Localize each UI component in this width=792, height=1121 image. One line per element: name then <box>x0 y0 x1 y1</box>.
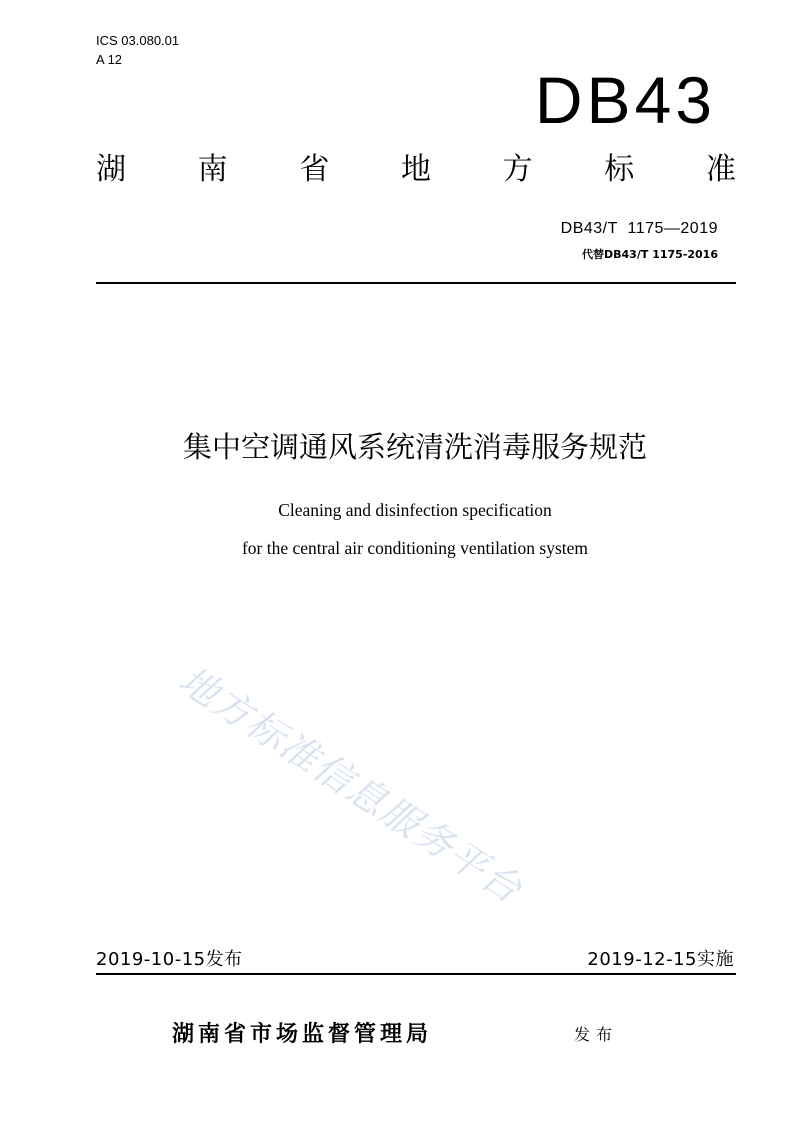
region-char: 湖 <box>96 152 126 187</box>
region-char: 省 <box>299 152 330 187</box>
region-char: 准 <box>705 152 736 187</box>
title-chinese: 集中空调通风系统清洗消毒服务规范 <box>182 430 647 464</box>
region-char: 方 <box>502 152 533 187</box>
classification-codes <box>96 32 179 70</box>
publish-date: 2019-10-15发布 <box>96 949 243 970</box>
issuing-authority: 湖南省市场监督管理局 <box>172 1022 433 1047</box>
issue-label: 发布 <box>574 1025 619 1044</box>
region-char: 南 <box>197 152 228 187</box>
region-char: 标 <box>604 152 635 187</box>
region-standard-heading <box>96 150 736 190</box>
title-english-line2: for the central air conditioning ventilation system <box>241 538 589 558</box>
header-divider <box>96 282 736 284</box>
watermark: 地方标准信息服务平台 <box>171 657 531 913</box>
standard-number: DB43/T 1175—2019 <box>560 220 718 237</box>
db43-logo: DB43 <box>534 63 716 137</box>
ics-code: ICS 03.080.01 <box>96 33 180 48</box>
replaces-standard: 代替DB43/T 1175-2016 <box>582 248 718 261</box>
title-english-line1: Cleaning and disinfection specification <box>278 500 552 520</box>
footer-divider <box>96 973 736 975</box>
implement-date: 2019-12-15实施 <box>587 949 734 970</box>
region-char: 地 <box>400 152 431 187</box>
ccs-code: A 12 <box>96 52 123 67</box>
